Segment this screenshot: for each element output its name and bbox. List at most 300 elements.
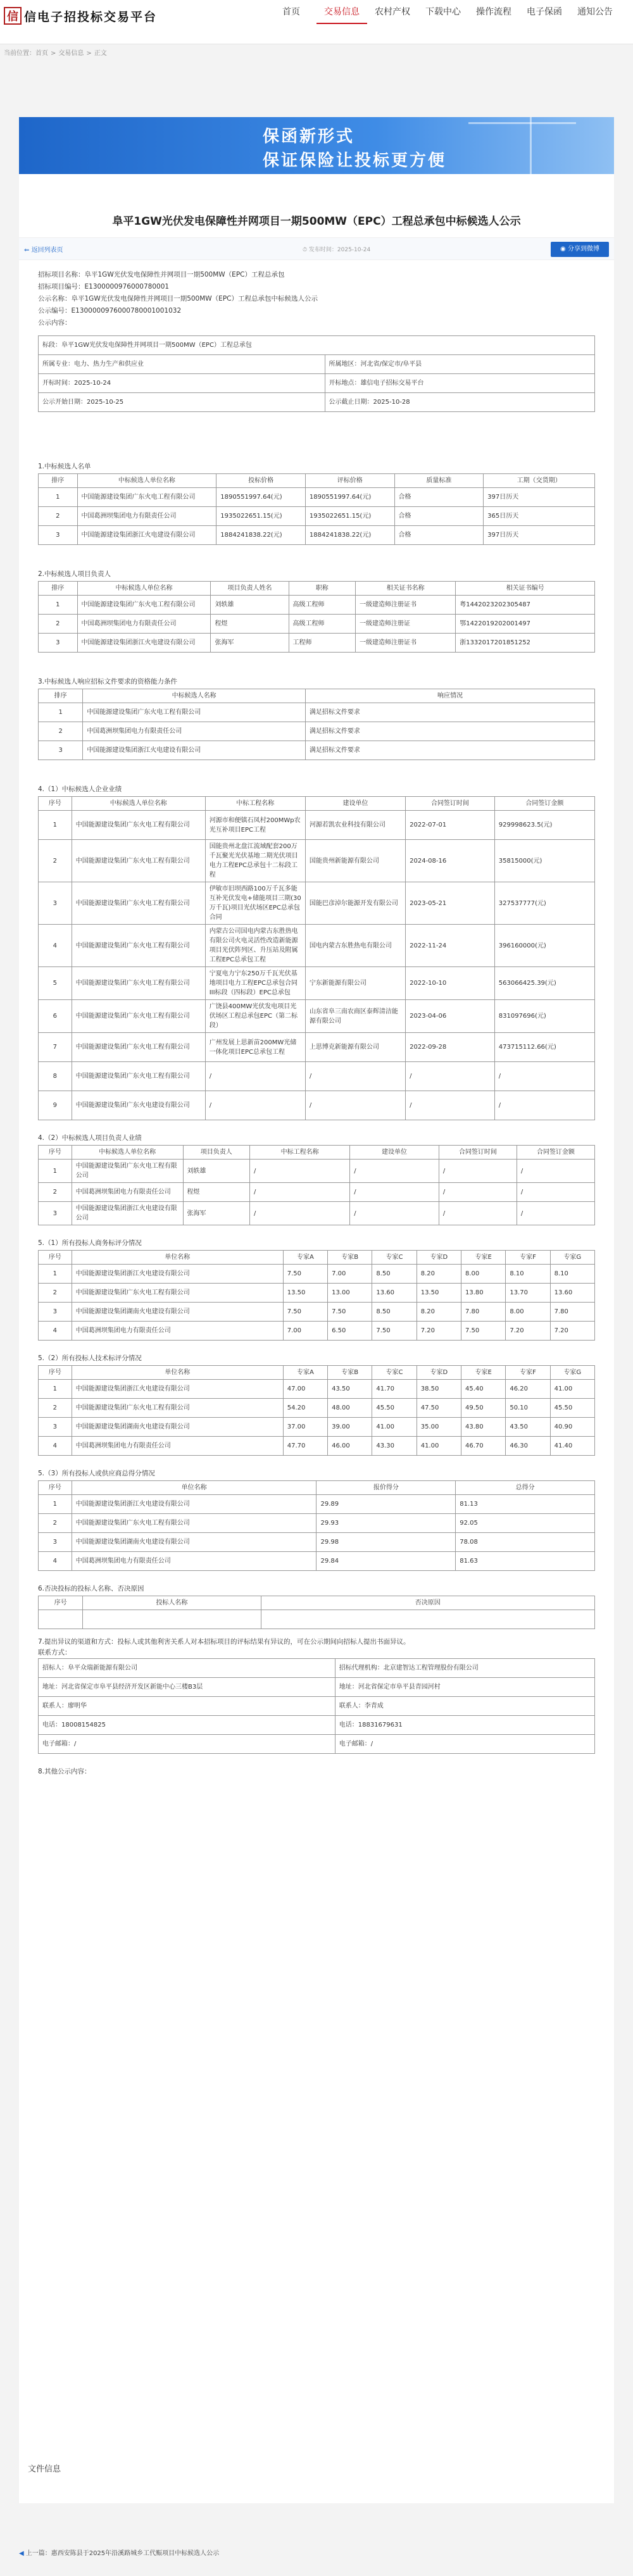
table-cell: 国能贵州新能源有限公司 [305, 840, 405, 882]
column-header: 投标人名称 [83, 1596, 261, 1610]
prev-article-label: 上一篇：惠西安陈县于2025年沿溪路城乡工代赈项目中标候选人公示 [25, 2550, 220, 2557]
table-cell: 41.00 [372, 1418, 417, 1437]
table-cell: 山东省阜三南农商区泰辉清洁能源有限公司 [305, 1000, 405, 1033]
table-cell: 7.00 [328, 1265, 372, 1284]
contact-tenderer-person: 联系人：廖明华 [39, 1697, 335, 1716]
table-cell: 中国能源建设集团广东火电建设有限公司 [72, 1091, 205, 1120]
column-header: 专家F [506, 1366, 550, 1380]
table-row [39, 1033, 595, 1062]
table-cell: 41.00 [417, 1437, 461, 1456]
column-header: 工期（交货期） [484, 474, 595, 488]
column-header: 中标工程名称 [250, 1146, 350, 1160]
back-label: 返回列表页 [31, 247, 63, 254]
contact-agency-address: 地址：河北省保定市阜平县青园河村 [335, 1678, 594, 1697]
table-cell: 92.05 [456, 1514, 595, 1533]
table-cell: 一级建造师注册证 [355, 615, 455, 634]
company-performance-table [38, 796, 595, 1120]
table-row [39, 488, 595, 507]
column-header: 中标候选人单位名称 [77, 582, 211, 596]
table-row [39, 722, 595, 741]
column-header: 专家A [283, 1366, 327, 1380]
table-cell: 45.50 [550, 1399, 594, 1418]
table-cell: 浙1332017201851252 [456, 634, 595, 653]
nav-rural-property[interactable]: 农村产权 [375, 7, 410, 17]
table-cell: 伊敏市旧坝西路100万千瓦多能互补光伏发电+储能项目三期(30万千瓦)项目光伏场区EPC总承包合同 [205, 882, 305, 925]
table-cell: / [350, 1183, 439, 1202]
table-cell: 中国能源建设集团广东火电工程有限公司 [72, 1033, 205, 1062]
s6-title: 6.否决投标的投标人名称、否决原因 [38, 1585, 144, 1592]
file-info-panel [19, 2449, 614, 2494]
table-cell: 2 [39, 1399, 72, 1418]
nav-trade-info[interactable]: 交易信息 [316, 0, 367, 24]
breadcrumb-trade-info[interactable]: 交易信息 [58, 50, 84, 57]
table-cell: / [517, 1160, 594, 1183]
column-header: 排序 [39, 689, 83, 703]
table-cell: 39.00 [328, 1418, 372, 1437]
table-cell: 46.20 [506, 1380, 550, 1399]
table-cell: 中国能源建设集团浙江火电建设有限公司 [72, 1380, 283, 1399]
table-cell: 高级工程师 [289, 615, 355, 634]
table-cell: 8.20 [417, 1265, 461, 1284]
table-cell: / [406, 1062, 495, 1091]
nav-home[interactable]: 首页 [282, 7, 300, 17]
table-cell: 中国能源建设集团广东火电工程有限公司 [77, 488, 216, 507]
s3-title: 3.中标候选人响应招标文件要求的资格能力条件 [38, 678, 178, 685]
table-cell: 高级工程师 [289, 596, 355, 615]
info-open-time: 开标时间：2025-10-24 [39, 374, 325, 393]
intro-content: 公示内容： [38, 319, 72, 327]
column-header: 中标候选人名称 [83, 689, 306, 703]
table-cell: 37.00 [283, 1418, 327, 1437]
contact-tenderer-phone: 电话：18008154825 [39, 1716, 335, 1735]
table-cell: / [439, 1183, 517, 1202]
table-cell: 7.50 [372, 1322, 417, 1341]
column-header: 专家G [550, 1251, 594, 1265]
table-cell: 2 [39, 722, 83, 741]
table-cell: 8.50 [372, 1303, 417, 1322]
intro-notice-name: 公示名称：阜平1GW光伏发电保障性并网项目一期500MW（EPC）工程总承包中标候选人公示 [38, 295, 318, 303]
table-cell: 中国能源建设集团浙江火电建设有限公司 [77, 634, 211, 653]
table-cell: 2 [39, 840, 72, 882]
column-header: 专家D [417, 1251, 461, 1265]
column-header: 总得分 [456, 1481, 595, 1495]
nav-e-guarantee[interactable]: 电子保函 [527, 7, 562, 17]
table-cell: 7.50 [283, 1265, 327, 1284]
back-to-list-link[interactable] [24, 244, 63, 254]
promo-banner[interactable] [19, 117, 614, 174]
table-cell: 29.89 [316, 1495, 456, 1514]
s5b-title: 5.（2）所有投标人技术标评分情况 [38, 1354, 142, 1362]
table-cell: 29.93 [316, 1514, 456, 1533]
page-title: 阜平1GW光伏发电保障性并网项目一期500MW（EPC）工程总承包中标候选人公示 [112, 215, 521, 228]
table-cell: 3 [39, 526, 78, 545]
table-cell: 78.08 [456, 1533, 595, 1552]
share-label: 分享到微博 [567, 246, 599, 253]
candidates-table [38, 473, 595, 545]
table-row [39, 615, 595, 634]
file-info-title: 文件信息 [28, 2465, 61, 2474]
table-cell: / [305, 1062, 405, 1091]
table-row [39, 1284, 595, 1303]
table-cell: 327537777(元) [494, 882, 594, 925]
table-cell: 合格 [394, 507, 484, 526]
table-cell: 50.10 [506, 1399, 550, 1418]
column-header: 项目负责人 [183, 1146, 249, 1160]
table-cell: 4 [39, 1322, 72, 1341]
intro-notice-no: 公示编号：E1300000976000780001001032 [38, 307, 182, 315]
intro-project-no: 招标项目编号：E1300000976000780001 [38, 283, 170, 291]
column-header: 专家G [550, 1366, 594, 1380]
table-cell: 81.13 [456, 1495, 595, 1514]
table-cell: 3 [39, 1533, 72, 1552]
nav-notices[interactable]: 通知公告 [577, 7, 613, 17]
table-cell: 3 [39, 634, 78, 653]
table-cell: 7 [39, 1033, 72, 1062]
column-header: 单位名称 [72, 1251, 283, 1265]
info-section: 标段：阜平1GW光伏发电保障性并网项目一期500MW（EPC）工程总承包 [39, 336, 595, 355]
table-row [39, 1437, 595, 1456]
table-cell: 1890551997.64(元) [305, 488, 394, 507]
column-header: 职称 [289, 582, 355, 596]
contact-agency-person: 联系人：李青成 [335, 1697, 594, 1716]
table-cell: 40.90 [550, 1418, 594, 1437]
s1-title: 1.中标候选人名单 [38, 463, 91, 470]
contact-agency-phone: 电话：18831679631 [335, 1716, 594, 1735]
table-cell: 46.70 [461, 1437, 506, 1456]
table-cell: 47.50 [417, 1399, 461, 1418]
column-header: 质量标准 [394, 474, 484, 488]
table-row [39, 1322, 595, 1341]
table-cell: 中国能源建设集团广东火电工程有限公司 [77, 596, 211, 615]
back-arrow-icon: ⇐ [24, 247, 32, 254]
table-cell: 1935022651.15(元) [216, 507, 306, 526]
table-cell: 831097696(元) [494, 1000, 594, 1033]
table-cell: 刘轶雄 [183, 1160, 249, 1183]
table-cell: 满足招标文件要求 [305, 703, 594, 722]
table-cell: 397日历天 [484, 488, 595, 507]
column-header: 序号 [39, 1596, 83, 1610]
table-row [39, 1202, 595, 1225]
table-cell: / [250, 1202, 350, 1225]
table-cell: 中国能源建设集团广东火电工程有限公司 [72, 1160, 183, 1183]
table-cell: 7.20 [506, 1322, 550, 1341]
table-cell: 2024-08-16 [406, 840, 495, 882]
table-cell: 6 [39, 1000, 72, 1033]
column-header: 相关证书编号 [456, 582, 595, 596]
column-header: 中标候选人单位名称 [72, 797, 205, 811]
table-row [39, 1533, 595, 1552]
table-cell: 内蒙古公司国电内蒙古东胜热电有限公司火电灵活性改造新能源项目光伏阵列区、升压站及附属工程EPC总承包工程 [205, 925, 305, 967]
column-header: 专家D [417, 1366, 461, 1380]
breadcrumb-current: 正文 [94, 50, 107, 57]
table-cell: 1 [39, 1160, 72, 1183]
table-cell: 中国能源建设集团湖南火电建设有限公司 [72, 1418, 283, 1437]
s4b-title: 4.（2）中标候选人项目负责人业绩 [38, 1134, 142, 1142]
table-row [39, 1000, 595, 1033]
column-header: 专家F [506, 1251, 550, 1265]
table-cell: 中国能源建设集团广东火电工程有限公司 [72, 1399, 283, 1418]
column-header: 项目负责人姓名 [211, 582, 289, 596]
info-region: 所属地区：河北省/保定市/阜平县 [325, 355, 594, 374]
table-cell: 中国能源建设集团广东火电工程有限公司 [72, 1284, 283, 1303]
breadcrumb-home[interactable]: 首页 [35, 50, 48, 57]
table-row [39, 1160, 595, 1183]
column-header: 排序 [39, 474, 78, 488]
article-meta [19, 237, 614, 260]
table-cell: 4 [39, 1437, 72, 1456]
column-header: 序号 [39, 1366, 72, 1380]
table-header-row [39, 689, 595, 703]
table-row [39, 1399, 595, 1418]
column-header: 中标候选人单位名称 [77, 474, 216, 488]
publish-time [303, 245, 370, 253]
column-header: 合同签订金额 [517, 1146, 594, 1160]
table-cell: 1 [39, 811, 72, 840]
table-row [39, 882, 595, 925]
column-header: 评标价格 [305, 474, 394, 488]
table-cell: 35815000(元) [494, 840, 594, 882]
table-cell: 国能巴彦淖尔能源开发有限公司 [305, 882, 405, 925]
column-header: 合同签订时间 [406, 797, 495, 811]
table-cell: 8.00 [461, 1265, 506, 1284]
table-row [39, 741, 595, 760]
table-cell: 上思博克新能源有限公司 [305, 1033, 405, 1062]
table-cell: 河源市和便镇石凤村200MWp农光互补项目EPC工程 [205, 811, 305, 840]
nav-process[interactable]: 操作流程 [476, 7, 511, 17]
other-content: 8.其他公示内容： [38, 1768, 91, 1775]
table-cell: 13.50 [417, 1284, 461, 1303]
table-cell: 81.63 [456, 1552, 595, 1571]
table-cell: 程煜 [211, 615, 289, 634]
table-cell: 46.00 [328, 1437, 372, 1456]
contact-agency-email: 电子邮箱：/ [335, 1735, 594, 1754]
table-cell: / [517, 1202, 594, 1225]
table-cell: 中国能源建设集团广东火电工程有限公司 [72, 1514, 316, 1533]
contact-agency: 招标代理机构：北京建智达工程管理股份有限公司 [335, 1659, 594, 1678]
table-cell: 7.80 [550, 1303, 594, 1322]
column-header: 序号 [39, 797, 72, 811]
logo-text: 信电子招投标交易平台 [24, 9, 158, 24]
column-header: 专家B [328, 1251, 372, 1265]
table-cell: 中国能源建设集团湖南火电建设有限公司 [72, 1303, 283, 1322]
table-cell: 2 [39, 1514, 72, 1533]
table-cell: / [350, 1202, 439, 1225]
table-cell: 38.50 [417, 1380, 461, 1399]
column-header: 专家E [461, 1366, 506, 1380]
table-cell: 6.50 [328, 1322, 372, 1341]
table-cell: 2023-04-06 [406, 1000, 495, 1033]
table-row [39, 634, 595, 653]
table-cell: 7.00 [283, 1322, 327, 1341]
table-cell: / [406, 1091, 495, 1120]
column-header: 专家E [461, 1251, 506, 1265]
column-header: 排序 [39, 582, 78, 596]
column-header: 响应情况 [305, 689, 594, 703]
table-cell: 45.40 [461, 1380, 506, 1399]
rejected-bidders-table [38, 1596, 595, 1629]
intro-project-name: 招标项目名称：阜平1GW光伏发电保障性并网项目一期500MW（EPC）工程总承包 [38, 271, 285, 278]
table-cell: / [205, 1091, 305, 1120]
table-cell: / [350, 1160, 439, 1183]
table-cell: / [439, 1202, 517, 1225]
nav-download[interactable]: 下载中心 [425, 7, 461, 17]
table-header-row [39, 797, 595, 811]
article-card [19, 117, 614, 2503]
column-header: 建设单位 [305, 797, 405, 811]
column-header: 相关证书名称 [355, 582, 455, 596]
column-header: 合同签订时间 [439, 1146, 517, 1160]
column-header: 单位名称 [72, 1481, 316, 1495]
table-cell: 河源若凯农业科技有限公司 [305, 811, 405, 840]
table-cell: 2 [39, 507, 78, 526]
table-cell: 合格 [394, 526, 484, 545]
column-header: 中标候选人单位名称 [72, 1146, 183, 1160]
total-score-table [38, 1480, 595, 1571]
column-header: 专家C [372, 1366, 417, 1380]
weibo-icon: ◉ [560, 246, 568, 253]
info-table [38, 335, 595, 412]
table-cell: 中国能源建设集团广东火电工程有限公司 [72, 840, 205, 882]
qualification-table [38, 689, 595, 760]
info-open-place: 开标地点：雄信电子招标交易平台 [325, 374, 594, 393]
s5-title: 5.（1）所有投标人商务标评分情况 [38, 1239, 142, 1247]
table-cell: 5 [39, 967, 72, 1000]
column-header: 专家B [328, 1366, 372, 1380]
objection-note: 7.提出异议的渠道和方式：投标人或其他利害关系人对本招标项目的评标结果有异议的，可在公示期间向招标人提出书面异议。 [38, 1638, 410, 1646]
table-cell: 43.30 [372, 1437, 417, 1456]
table-row [39, 967, 595, 1000]
table-row [39, 1265, 595, 1284]
table-header-row [39, 582, 595, 596]
column-header: 序号 [39, 1251, 72, 1265]
column-header: 建设单位 [350, 1146, 439, 1160]
table-cell: 2 [39, 1183, 72, 1202]
table-cell: 1 [39, 1380, 72, 1399]
table-cell: 29.84 [316, 1552, 456, 1571]
table-cell: 43.50 [328, 1380, 372, 1399]
breadcrumb-prefix: 当前位置： [4, 50, 35, 57]
table-cell: 8.00 [506, 1303, 550, 1322]
table-cell: 41.70 [372, 1380, 417, 1399]
business-score-table [38, 1250, 595, 1341]
table-cell: 8.10 [506, 1265, 550, 1284]
column-header: 序号 [39, 1481, 72, 1495]
clock-icon: ⏱ [303, 247, 309, 253]
table-row [39, 811, 595, 840]
column-header: 中标工程名称 [205, 797, 305, 811]
table-cell: 35.00 [417, 1418, 461, 1437]
table-cell: 563066425.39(元) [494, 967, 594, 1000]
table-cell: 1 [39, 703, 83, 722]
table-cell: 中国能源建设集团浙江火电建设有限公司 [72, 1265, 283, 1284]
table-cell: 中国葛洲坝集团电力有限责任公司 [72, 1552, 316, 1571]
table-cell: 4 [39, 1552, 72, 1571]
table-cell: 3 [39, 1418, 72, 1437]
column-header: 报价得分 [316, 1481, 456, 1495]
table-cell: 47.70 [283, 1437, 327, 1456]
table-cell: 29.98 [316, 1533, 456, 1552]
contact-tenderer-email: 电子邮箱：/ [39, 1735, 335, 1754]
table-cell: 7.50 [328, 1303, 372, 1322]
table-row [39, 840, 595, 882]
table-header-row [39, 1596, 595, 1610]
table-cell: 中国葛洲坝集团电力有限责任公司 [72, 1437, 283, 1456]
column-header: 序号 [39, 1146, 72, 1160]
contact-label: 联系方式： [38, 1649, 72, 1656]
table-cell: 一级建造师注册证书 [355, 634, 455, 653]
column-header: 投标价格 [216, 474, 306, 488]
site-logo[interactable] [4, 5, 168, 27]
table-cell: 中国能源建设集团广东火电工程有限公司 [72, 925, 205, 967]
project-leaders-table [38, 581, 595, 653]
table-header-row [39, 1366, 595, 1380]
table-cell: 中国葛洲坝集团电力有限责任公司 [83, 722, 306, 741]
table-cell: 满足招标文件要求 [305, 741, 594, 760]
table-cell: / [305, 1091, 405, 1120]
table-cell: 粤1442023202305487 [456, 596, 595, 615]
table-cell: 张海军 [183, 1202, 249, 1225]
table-cell: 鄂1422019202001497 [456, 615, 595, 634]
table-cell: 中国葛洲坝集团电力有限责任公司 [77, 507, 216, 526]
table-cell: 张海军 [211, 634, 289, 653]
table-cell: 国能贵州北盘江流域配套200万千瓦聚光光伏基地二期光伏项目电力工程EPC总承包十二标段工程 [205, 840, 305, 882]
table-cell: 1 [39, 1495, 72, 1514]
table-cell: 中国能源建设集团广东火电工程有限公司 [72, 882, 205, 925]
s2-title: 2.中标候选人项目负责人 [38, 570, 111, 578]
table-cell: 中国能源建设集团广东火电工程有限公司 [72, 1000, 205, 1033]
table-cell: 中国能源建设集团广东火电工程有限公司 [72, 1062, 205, 1091]
table-cell: 8.10 [550, 1265, 594, 1284]
table-header-row [39, 1251, 595, 1265]
table-cell: 一级建造师注册证书 [355, 596, 455, 615]
table-header-row [39, 1146, 595, 1160]
table-cell: / [250, 1160, 350, 1183]
prev-article-link[interactable] [19, 2548, 219, 2557]
banner-line2: 保证保险让投标更方便 [263, 151, 447, 170]
column-header: 专家A [283, 1251, 327, 1265]
table-cell: 3 [39, 1303, 72, 1322]
table-cell: 2022-07-01 [406, 811, 495, 840]
column-header: 专家C [372, 1251, 417, 1265]
contact-tenderer-address: 地址：河北省保定市阜平县经济开发区新能中心三楼B3层 [39, 1678, 335, 1697]
table-cell: 中国能源建设集团广东火电工程有限公司 [72, 967, 205, 1000]
table-cell: 中国能源建设集团浙江火电建设有限公司 [72, 1202, 183, 1225]
table-cell: / [494, 1062, 594, 1091]
table-cell: 43.50 [506, 1418, 550, 1437]
table-cell: 41.40 [550, 1437, 594, 1456]
table-row [39, 1380, 595, 1399]
info-industry: 所属专业：电力、热力生产和供应业 [39, 355, 325, 374]
table-row [39, 1183, 595, 1202]
share-weibo-button[interactable] [551, 242, 609, 257]
table-cell: 13.70 [506, 1284, 550, 1303]
table-cell: 47.00 [283, 1380, 327, 1399]
table-cell: 13.50 [283, 1284, 327, 1303]
info-start-date: 公示开始日期：2025-10-25 [39, 393, 325, 412]
table-cell: 宁东新能源有限公司 [305, 967, 405, 1000]
column-header: 合同签订金额 [494, 797, 594, 811]
table-cell: 397日历天 [484, 526, 595, 545]
publish-time-text: 发布时间：2025-10-24 [308, 247, 371, 253]
logo-mark-icon: 信 [4, 7, 22, 25]
table-cell: 2 [39, 615, 78, 634]
table-header-row [39, 1481, 595, 1495]
table-cell: 45.50 [372, 1399, 417, 1418]
table-cell: 2022-09-28 [406, 1033, 495, 1062]
table-cell: 1890551997.64(元) [216, 488, 306, 507]
table-cell: 1 [39, 1265, 72, 1284]
table-cell: 8 [39, 1062, 72, 1091]
